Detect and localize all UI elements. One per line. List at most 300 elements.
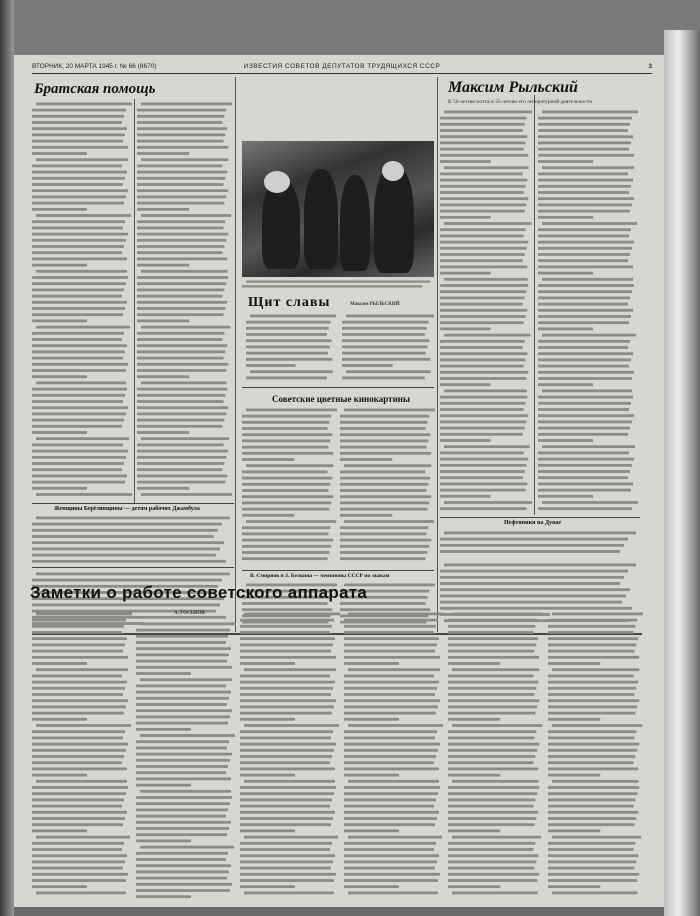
text-line: [440, 247, 526, 250]
article-text-column: [340, 407, 435, 567]
text-line: [444, 111, 532, 114]
photo-figure: [304, 169, 338, 269]
text-line: [32, 811, 127, 814]
text-line: [141, 214, 231, 217]
text-line: [552, 613, 643, 616]
text-line: [448, 811, 538, 814]
text-line: [448, 687, 536, 690]
text-line: [32, 189, 128, 192]
text-line: [32, 774, 87, 777]
text-line: [440, 470, 525, 473]
text-line: [32, 431, 87, 434]
text-line: [246, 520, 336, 523]
text-line: [440, 340, 525, 343]
text-line: [32, 681, 127, 684]
text-line: [440, 123, 525, 126]
text-line: [246, 327, 329, 330]
text-line: [340, 557, 426, 560]
text-line: [440, 284, 528, 287]
text-line: [240, 768, 335, 771]
text-line: [242, 433, 332, 436]
text-line: [538, 433, 628, 436]
text-line: [538, 241, 634, 244]
text-line: [440, 433, 523, 436]
text-line: [538, 266, 633, 269]
text-line: [240, 625, 332, 628]
text-line: [32, 307, 125, 310]
text-line: [344, 743, 440, 746]
text-line: [32, 196, 126, 199]
text-line: [440, 346, 523, 349]
text-line: [448, 637, 538, 640]
text-line: [136, 703, 227, 706]
text-line: [448, 737, 534, 740]
text-line: [136, 883, 232, 886]
text-line: [440, 179, 527, 182]
text-line: [538, 129, 628, 132]
text-line: [137, 140, 223, 143]
text-line: [240, 799, 332, 802]
text-line: [448, 873, 539, 876]
text-line: [137, 295, 223, 298]
text-line: [538, 179, 633, 182]
text-line: [32, 320, 87, 323]
text-line: [340, 421, 427, 424]
text-line: [246, 333, 327, 336]
text-line: [240, 854, 335, 857]
text-line: [538, 191, 629, 194]
text-line: [240, 737, 331, 740]
text-line: [137, 152, 189, 155]
text-line: [136, 784, 191, 787]
text-line: [136, 827, 229, 830]
text-line: [137, 134, 225, 137]
text-line: [548, 706, 637, 709]
text-line: [440, 439, 491, 442]
text-line: [344, 885, 399, 888]
text-line: [440, 427, 525, 430]
text-line: [32, 369, 126, 372]
text-line: [136, 660, 227, 663]
text-line: [538, 489, 631, 492]
text-line: [538, 173, 628, 176]
text-line: [32, 468, 122, 471]
text-line: [246, 352, 328, 355]
text-line: [452, 724, 542, 727]
text-line: [137, 462, 224, 465]
text-line: [440, 241, 528, 244]
text-line: [137, 406, 228, 409]
text-line: [440, 570, 628, 573]
news-photograph: [242, 141, 434, 277]
text-line: [36, 493, 132, 496]
text-line: [448, 693, 534, 696]
text-line: [548, 718, 600, 721]
text-line: [240, 656, 336, 659]
text-line: [136, 759, 230, 762]
text-line: [240, 879, 334, 882]
text-line: [137, 233, 228, 236]
text-line: [344, 830, 399, 833]
text-line: [246, 339, 332, 342]
text-line: [32, 425, 122, 428]
text-line: [32, 799, 124, 802]
text-line: [440, 383, 491, 386]
column-divider: [235, 77, 236, 632]
text-line: [242, 545, 331, 548]
text-line: [342, 327, 427, 330]
headline-bratskaya: Братская помощь: [34, 81, 156, 97]
text-line: [242, 415, 331, 418]
text-line: [344, 619, 438, 622]
text-line: [242, 557, 328, 560]
text-line: [440, 135, 527, 138]
text-line: [448, 823, 534, 826]
article-text-column: [32, 611, 132, 901]
article-text-column: [440, 109, 532, 514]
text-line: [340, 514, 392, 517]
scanner-top-bar: [0, 0, 700, 55]
text-line: [240, 743, 336, 746]
text-line: [444, 532, 636, 535]
text-line: [136, 629, 230, 632]
headline-dunai: Нефтяники на Дунае: [504, 520, 562, 526]
text-line: [32, 579, 222, 582]
text-line: [448, 848, 534, 851]
text-line: [240, 848, 330, 851]
text-line: [344, 693, 435, 696]
text-line: [136, 778, 231, 781]
article-text-column: [32, 101, 132, 501]
text-line: [136, 802, 230, 805]
text-line: [440, 544, 624, 547]
text-line: [344, 873, 440, 876]
text-line: [136, 877, 227, 880]
text-line: [32, 699, 128, 702]
text-line: [32, 619, 126, 622]
text-line: [32, 885, 87, 888]
text-line: [440, 396, 527, 399]
book-spine: [0, 0, 14, 916]
text-line: [440, 414, 528, 417]
text-line: [440, 235, 524, 238]
text-line: [32, 644, 125, 647]
text-line: [440, 588, 630, 591]
text-line: [346, 315, 434, 318]
text-line: [137, 276, 228, 279]
text-line: [244, 780, 335, 783]
text-line: [136, 747, 227, 750]
text-line: [32, 805, 122, 808]
text-line: [548, 625, 635, 628]
text-line: [32, 523, 222, 526]
masthead: [32, 63, 652, 74]
text-line: [348, 613, 444, 616]
text-line: [548, 675, 634, 678]
text-line: [448, 631, 534, 634]
text-line: [548, 712, 635, 715]
page-number: 3: [648, 63, 652, 70]
text-line: [548, 830, 600, 833]
text-line: [32, 817, 125, 820]
text-line: [240, 774, 295, 777]
text-line: [140, 846, 234, 849]
page-edge: [664, 30, 700, 916]
text-line: [240, 687, 333, 690]
text-line: [548, 873, 639, 876]
text-line: [538, 452, 629, 455]
text-line: [32, 202, 124, 205]
text-line: [141, 493, 232, 496]
text-line: [444, 278, 528, 281]
text-line: [32, 332, 124, 335]
text-line: [340, 440, 428, 443]
column-divider: [437, 77, 438, 632]
headline-rylsky: Максим Рыльский: [448, 79, 578, 96]
text-line: [246, 358, 332, 361]
text-line: [244, 836, 338, 839]
article-text-column: [538, 109, 638, 514]
text-line: [136, 796, 232, 799]
text-line: [538, 365, 629, 368]
text-line: [32, 394, 125, 397]
text-line: [242, 440, 330, 443]
text-line: [440, 259, 523, 262]
text-line: [36, 573, 230, 576]
text-line: [348, 836, 442, 839]
text-line: [344, 811, 439, 814]
poem-text: [342, 313, 434, 383]
headline-films: Советские цветные кинокартины: [272, 394, 411, 404]
text-line: [444, 445, 530, 448]
text-line: [440, 359, 526, 362]
text-line: [344, 867, 435, 870]
text-line: [240, 817, 333, 820]
newspaper-page: [14, 55, 664, 907]
text-line: [36, 724, 131, 727]
text-line: [136, 815, 226, 818]
photo-figure: [374, 165, 414, 273]
text-line: [32, 842, 124, 845]
text-line: [32, 873, 128, 876]
text-line: [538, 117, 632, 120]
text-line: [32, 861, 125, 864]
text-line: [32, 388, 127, 391]
photo-caption: [242, 279, 434, 293]
text-line: [240, 830, 295, 833]
text-line: [32, 227, 123, 230]
text-line: [440, 458, 528, 461]
text-line: [340, 415, 429, 418]
text-line: [240, 699, 336, 702]
text-line: [440, 582, 620, 585]
text-line: [538, 359, 631, 362]
text-line: [242, 495, 333, 498]
text-line: [32, 301, 127, 304]
text-line: [448, 755, 535, 758]
text-line: [344, 848, 434, 851]
text-line: [344, 520, 434, 523]
text-line: [136, 697, 229, 700]
text-line: [32, 289, 124, 292]
text-line: [240, 718, 295, 721]
text-line: [32, 344, 127, 347]
text-line: [344, 786, 440, 789]
text-line: [440, 191, 524, 194]
text-line: [344, 817, 437, 820]
text-line: [440, 328, 491, 331]
text-line: [32, 749, 126, 752]
headline-shchit: Щит славы: [248, 295, 331, 310]
text-line: [538, 396, 633, 399]
text-line: [344, 761, 434, 764]
text-line: [344, 755, 436, 758]
photo-figure-head: [264, 171, 290, 193]
text-line: [32, 282, 126, 285]
text-line: [344, 792, 438, 795]
text-line: [32, 171, 127, 174]
text-line: [32, 177, 125, 180]
article-text-column: [137, 101, 232, 501]
text-line: [32, 363, 128, 366]
text-line: [32, 208, 87, 211]
text-line: [440, 595, 626, 598]
text-line: [137, 444, 223, 447]
text-line: [344, 730, 437, 733]
text-line: [440, 154, 528, 157]
text-line: [240, 811, 335, 814]
text-line: [137, 202, 224, 205]
text-line: [240, 867, 331, 870]
text-line: [344, 687, 437, 690]
text-line: [246, 281, 430, 283]
text-line: [548, 693, 634, 696]
text-line: [452, 613, 543, 616]
text-line: [140, 790, 231, 793]
text-line: [32, 419, 124, 422]
text-line: [344, 650, 435, 653]
text-line: [444, 501, 532, 504]
text-line: [137, 208, 189, 211]
text-line: [137, 227, 223, 230]
text-line: [344, 861, 437, 864]
text-line: [137, 332, 224, 335]
text-line: [32, 712, 124, 715]
text-line: [32, 541, 224, 544]
text-line: [136, 716, 230, 719]
article-text: [32, 515, 234, 565]
text-line: [548, 842, 635, 845]
text-line: [246, 464, 333, 467]
text-line: [32, 121, 122, 124]
text-line: [32, 737, 123, 740]
text-line: [32, 313, 123, 316]
text-line: [136, 895, 191, 898]
text-line: [137, 146, 228, 149]
text-line: [136, 728, 191, 731]
text-line: [36, 780, 127, 783]
text-line: [137, 171, 227, 174]
text-line: [344, 823, 435, 826]
text-line: [36, 214, 131, 217]
text-line: [538, 402, 631, 405]
text-line: [440, 489, 526, 492]
text-line: [538, 383, 593, 386]
text-line: [344, 712, 436, 715]
text-line: [344, 681, 439, 684]
text-line: [242, 285, 422, 287]
text-line: [141, 103, 232, 106]
article-text-column: [240, 611, 340, 901]
text-line: [137, 183, 223, 186]
text-line: [32, 830, 87, 833]
text-line: [538, 483, 633, 486]
text-line: [344, 656, 440, 659]
text-line: [242, 508, 329, 511]
text-line: [32, 743, 128, 746]
text-line: [548, 755, 635, 758]
text-line: [32, 351, 125, 354]
text-line: [242, 427, 328, 430]
text-line: [440, 228, 526, 231]
text-line: [32, 768, 127, 771]
text-line: [548, 792, 637, 795]
issue-date: ВТОРНИК, 20 МАРТА 1945 г. № 66 (8670): [32, 63, 157, 70]
text-line: [140, 623, 236, 626]
text-line: [452, 836, 541, 839]
text-line: [542, 501, 638, 504]
text-line: [538, 185, 631, 188]
text-line: [32, 406, 128, 409]
text-line: [137, 289, 224, 292]
text-line: [538, 272, 593, 275]
text-line: [440, 204, 526, 207]
text-line: [36, 892, 126, 895]
text-line: [440, 352, 527, 355]
text-line: [32, 706, 126, 709]
text-line: [32, 295, 122, 298]
text-line: [340, 495, 431, 498]
text-line: [342, 377, 425, 380]
text-line: [448, 644, 536, 647]
text-line: [250, 370, 333, 373]
text-line: [36, 668, 128, 671]
text-line: [440, 303, 523, 306]
text-line: [136, 889, 230, 892]
text-line: [242, 446, 328, 449]
text-line: [136, 740, 229, 743]
text-line: [246, 409, 337, 412]
text-line: [32, 625, 124, 628]
text-line: [137, 282, 226, 285]
text-line: [538, 340, 630, 343]
text-line: [340, 533, 426, 536]
text-line: [440, 272, 491, 275]
text-line: [32, 251, 122, 254]
text-line: [242, 502, 331, 505]
text-line: [552, 780, 638, 783]
text-line: [137, 369, 226, 372]
text-line: [141, 270, 227, 273]
text-line: [440, 507, 526, 510]
text-line: [448, 749, 537, 752]
column-divider: [534, 95, 535, 515]
text-line: [32, 152, 87, 155]
text-line: [137, 320, 189, 323]
text-line: [32, 109, 126, 112]
text-line: [440, 576, 624, 579]
text-line: [440, 476, 523, 479]
